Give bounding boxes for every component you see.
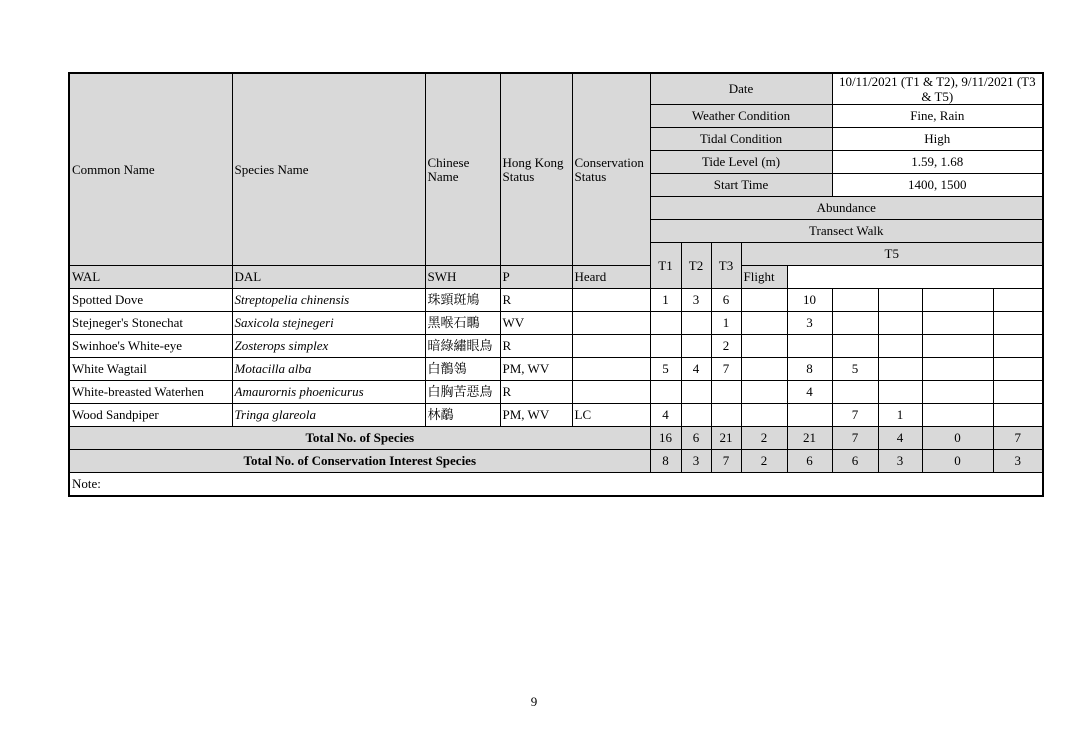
chinese-name-cell: 林鷸: [425, 404, 500, 427]
count-cell-heard: [922, 335, 993, 358]
chinese-name-cell: 黑喉石䳭: [425, 312, 500, 335]
start-time-label: Start Time: [650, 174, 832, 197]
header-t3: T3: [711, 243, 741, 289]
chinese-name-cell: 白胸苦惡鳥: [425, 381, 500, 404]
count-cell-flight: [993, 358, 1043, 381]
count-cell-dal: 8: [787, 358, 832, 381]
hk-status-cell: PM, WV: [500, 404, 572, 427]
tide-level-label: Tide Level (m): [650, 151, 832, 174]
species-name-cell: Motacilla alba: [232, 358, 425, 381]
tidal-label: Tidal Condition: [650, 128, 832, 151]
count-cell-dal: [787, 404, 832, 427]
total-cell-heard: 0: [922, 427, 993, 450]
header-t5: T5: [741, 243, 1043, 266]
count-cell-t2: 4: [681, 358, 711, 381]
transect-walk-header: Transect Walk: [650, 220, 1043, 243]
total-cell-dal: 6: [787, 450, 832, 473]
count-cell-flight: [993, 381, 1043, 404]
count-cell-heard: [922, 289, 993, 312]
count-cell-p: [878, 335, 922, 358]
count-cell-t2: 3: [681, 289, 711, 312]
count-cell-t3: 2: [711, 335, 741, 358]
count-cell-swh: [832, 312, 878, 335]
count-cell-heard: [922, 404, 993, 427]
header-t2: T2: [681, 243, 711, 289]
count-cell-p: [878, 381, 922, 404]
count-cell-p: [878, 358, 922, 381]
count-cell-t1: 4: [650, 404, 681, 427]
total-cell-t2: 3: [681, 450, 711, 473]
hk-status-cell: WV: [500, 312, 572, 335]
count-cell-swh: [832, 335, 878, 358]
start-time-value: 1400, 1500: [832, 174, 1043, 197]
total-cell-t1: 8: [650, 450, 681, 473]
count-cell-swh: [832, 381, 878, 404]
totals-row: [69, 427, 1043, 450]
header-dal: DAL: [232, 266, 425, 289]
count-cell-t1: 1: [650, 289, 681, 312]
count-cell-t1: [650, 335, 681, 358]
count-cell-t3: 6: [711, 289, 741, 312]
hk-status-cell: R: [500, 381, 572, 404]
header-swh: SWH: [425, 266, 500, 289]
date-label: Date: [650, 73, 832, 105]
count-cell-t3: 1: [711, 312, 741, 335]
header-conservation-status: Conservation Status: [572, 73, 650, 266]
count-cell-swh: 5: [832, 358, 878, 381]
count-cell-heard: [922, 381, 993, 404]
total-cell-t2: 6: [681, 427, 711, 450]
header-chinese-name: Chinese Name: [425, 73, 500, 266]
total-cell-heard: 0: [922, 450, 993, 473]
table-row: [69, 358, 1043, 381]
abundance-header: Abundance: [650, 197, 1043, 220]
species-name-cell: Zosterops simplex: [232, 335, 425, 358]
count-cell-wal: [741, 358, 787, 381]
count-cell-p: 1: [878, 404, 922, 427]
count-cell-wal: [741, 335, 787, 358]
count-cell-t2: [681, 381, 711, 404]
total-cell-wal: 2: [741, 450, 787, 473]
count-cell-dal: [787, 335, 832, 358]
page-number: 9: [530, 694, 538, 709]
common-name-cell: Wood Sandpiper: [69, 404, 232, 427]
species-name-cell: Tringa glareola: [232, 404, 425, 427]
totals-label: Total No. of Species: [69, 427, 650, 450]
count-cell-swh: [832, 289, 878, 312]
date-value: 10/11/2021 (T1 & T2), 9/11/2021 (T3 & T5): [832, 73, 1043, 105]
hk-status-cell: R: [500, 289, 572, 312]
conservation-status-cell: [572, 381, 650, 404]
conservation-status-cell: LC: [572, 404, 650, 427]
table-row: [69, 312, 1043, 335]
bird-survey-table: [68, 72, 1044, 497]
count-cell-dal: 3: [787, 312, 832, 335]
total-cell-dal: 21: [787, 427, 832, 450]
count-cell-t3: [711, 404, 741, 427]
table-row: [69, 289, 1043, 312]
conservation-status-cell: [572, 289, 650, 312]
count-cell-t3: 7: [711, 358, 741, 381]
chinese-name-cell: 白鶺鴒: [425, 358, 500, 381]
total-cell-flight: 7: [993, 427, 1043, 450]
header-common-name: Common Name: [69, 73, 232, 266]
count-cell-flight: [993, 289, 1043, 312]
total-cell-t1: 16: [650, 427, 681, 450]
conservation-status-cell: [572, 312, 650, 335]
species-name-cell: Amaurornis phoenicurus: [232, 381, 425, 404]
common-name-cell: Stejneger's Stonechat: [69, 312, 232, 335]
total-cell-wal: 2: [741, 427, 787, 450]
conservation-status-cell: [572, 335, 650, 358]
count-cell-flight: [993, 312, 1043, 335]
header-wal: WAL: [69, 266, 232, 289]
weather-label: Weather Condition: [650, 105, 832, 128]
table-row: [69, 404, 1043, 427]
count-cell-p: [878, 312, 922, 335]
header-t1: T1: [650, 243, 681, 289]
table-row: [69, 335, 1043, 358]
header-hk-status: Hong Kong Status: [500, 73, 572, 266]
count-cell-flight: [993, 404, 1043, 427]
count-cell-t1: 5: [650, 358, 681, 381]
hk-status-cell: R: [500, 335, 572, 358]
count-cell-heard: [922, 312, 993, 335]
total-cell-t3: 21: [711, 427, 741, 450]
tide-level-value: 1.59, 1.68: [832, 151, 1043, 174]
total-cell-t3: 7: [711, 450, 741, 473]
header-p: P: [500, 266, 572, 289]
count-cell-wal: [741, 404, 787, 427]
count-cell-dal: 10: [787, 289, 832, 312]
tidal-value: High: [832, 128, 1043, 151]
header-flight: Flight: [741, 266, 787, 289]
count-cell-t3: [711, 381, 741, 404]
count-cell-wal: [741, 312, 787, 335]
total-cell-p: 3: [878, 450, 922, 473]
totals-row: [69, 450, 1043, 473]
header-heard: Heard: [572, 266, 650, 289]
total-cell-flight: 3: [993, 450, 1043, 473]
conservation-status-cell: [572, 358, 650, 381]
count-cell-flight: [993, 335, 1043, 358]
count-cell-t2: [681, 312, 711, 335]
header-species-name: Species Name: [232, 73, 425, 266]
count-cell-p: [878, 289, 922, 312]
chinese-name-cell: 暗綠繡眼鳥: [425, 335, 500, 358]
chinese-name-cell: 珠頸斑鳩: [425, 289, 500, 312]
hk-status-cell: PM, WV: [500, 358, 572, 381]
count-cell-t1: [650, 312, 681, 335]
count-cell-t1: [650, 381, 681, 404]
common-name-cell: White-breasted Waterhen: [69, 381, 232, 404]
totals-label: Total No. of Conservation Interest Species: [69, 450, 650, 473]
note-cell: Note:: [69, 473, 1043, 497]
total-cell-swh: 6: [832, 450, 878, 473]
count-cell-swh: 7: [832, 404, 878, 427]
common-name-cell: Spotted Dove: [69, 289, 232, 312]
species-name-cell: Saxicola stejnegeri: [232, 312, 425, 335]
count-cell-wal: [741, 381, 787, 404]
count-cell-heard: [922, 358, 993, 381]
total-cell-p: 4: [878, 427, 922, 450]
count-cell-wal: [741, 289, 787, 312]
total-cell-swh: 7: [832, 427, 878, 450]
species-name-cell: Streptopelia chinensis: [232, 289, 425, 312]
count-cell-t2: [681, 335, 711, 358]
count-cell-dal: 4: [787, 381, 832, 404]
common-name-cell: White Wagtail: [69, 358, 232, 381]
table-row: [69, 381, 1043, 404]
weather-value: Fine, Rain: [832, 105, 1043, 128]
count-cell-t2: [681, 404, 711, 427]
common-name-cell: Swinhoe's White-eye: [69, 335, 232, 358]
